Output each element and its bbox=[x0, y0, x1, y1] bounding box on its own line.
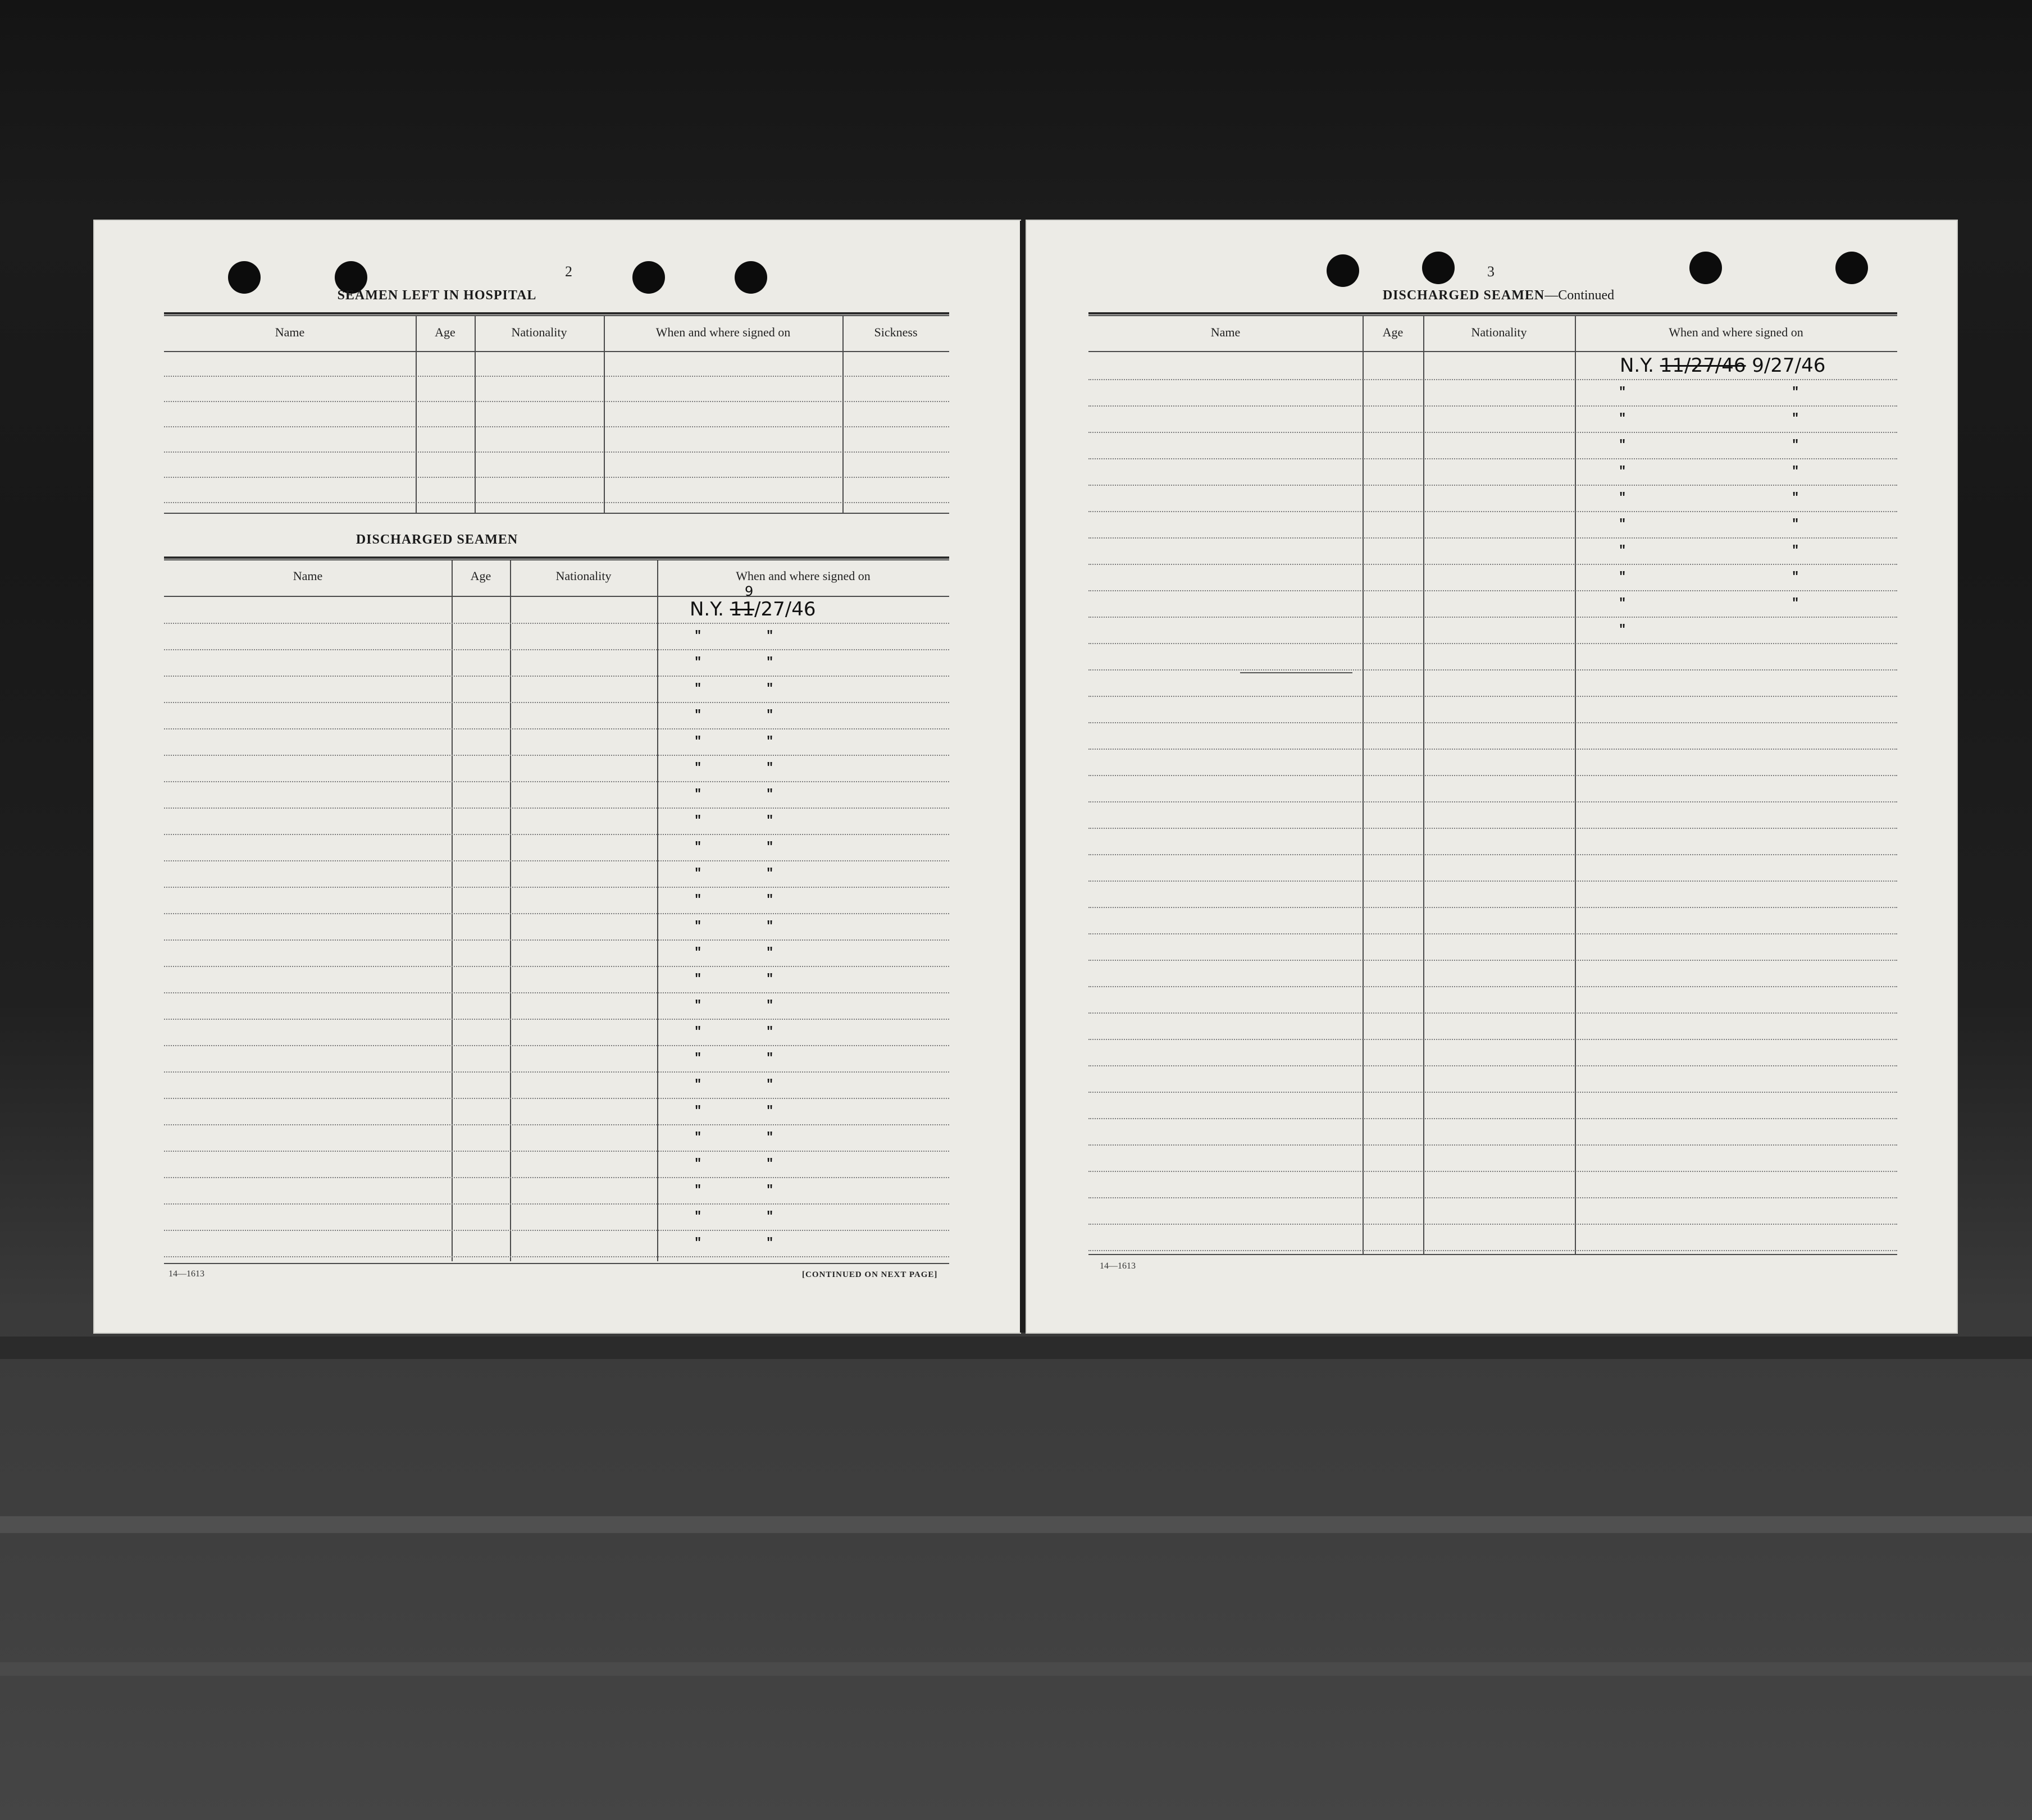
row-rule bbox=[164, 426, 949, 427]
ditto-mark: " bbox=[694, 761, 703, 775]
ditto-mark: " bbox=[694, 1051, 703, 1065]
table-rule bbox=[164, 596, 949, 597]
row-rule bbox=[164, 401, 949, 402]
ditto-mark: " bbox=[766, 814, 774, 828]
punch-hole bbox=[735, 261, 767, 294]
ditto-mark: " bbox=[694, 708, 703, 722]
column-header: When and where signed on bbox=[655, 325, 791, 339]
ditto-mark: " bbox=[766, 708, 774, 722]
film-band bbox=[0, 1516, 2032, 1533]
ditto-mark: " bbox=[694, 946, 703, 960]
row-rule bbox=[1088, 1171, 1897, 1172]
column-rule bbox=[657, 559, 658, 1261]
struck-date: 11/27/46 bbox=[1660, 354, 1746, 377]
ditto-mark: " bbox=[766, 629, 774, 643]
ditto-mark: " bbox=[1619, 412, 1627, 426]
table-rule bbox=[164, 351, 949, 352]
column-header: Age bbox=[435, 325, 455, 339]
continued-note: [CONTINUED ON NEXT PAGE] bbox=[802, 1270, 938, 1279]
ditto-mark: " bbox=[1792, 438, 1800, 452]
column-header: Nationality bbox=[1471, 325, 1527, 339]
row-rule bbox=[1088, 933, 1897, 934]
column-header: Age bbox=[1382, 325, 1404, 339]
ditto-mark: " bbox=[766, 1183, 774, 1197]
row-rule bbox=[164, 755, 949, 756]
ditto-mark: " bbox=[1792, 544, 1800, 558]
page-number: 3 bbox=[1487, 263, 1495, 280]
punch-hole bbox=[1327, 254, 1359, 287]
ditto-mark: " bbox=[766, 1051, 774, 1065]
ditto-mark: " bbox=[766, 866, 774, 881]
row-rule bbox=[164, 1203, 949, 1205]
ditto-mark: " bbox=[694, 866, 703, 881]
ditto-mark: " bbox=[1792, 412, 1800, 426]
row-rule bbox=[164, 1071, 949, 1073]
row-rule bbox=[164, 913, 949, 914]
ditto-mark: " bbox=[694, 1183, 703, 1197]
ditto-mark: " bbox=[694, 893, 703, 907]
section-title-continued: —Continued bbox=[1544, 288, 1615, 303]
ditto-mark: " bbox=[694, 735, 703, 749]
ditto-mark: " bbox=[1619, 438, 1627, 452]
column-header: Age bbox=[470, 569, 491, 583]
section-title-hospital: SEAMEN LEFT IN HOSPITAL bbox=[337, 288, 537, 303]
ditto-mark: " bbox=[694, 1157, 703, 1171]
ditto-mark: " bbox=[694, 972, 703, 986]
row-rule bbox=[164, 887, 949, 888]
ditto-mark: " bbox=[766, 1157, 774, 1171]
row-rule bbox=[1088, 432, 1897, 433]
right-page bbox=[1027, 221, 1957, 1333]
row-rule bbox=[1088, 669, 1897, 670]
ditto-mark: " bbox=[694, 1025, 703, 1039]
ditto-mark: " bbox=[766, 946, 774, 960]
row-rule bbox=[164, 376, 949, 377]
ditto-mark: " bbox=[1619, 596, 1627, 610]
punch-hole bbox=[1689, 252, 1722, 284]
row-rule bbox=[164, 451, 949, 453]
struck-month: 11 bbox=[730, 598, 755, 621]
column-header: Name bbox=[275, 325, 305, 339]
ditto-mark: " bbox=[694, 655, 703, 669]
table-rule bbox=[1088, 351, 1897, 352]
ditto-mark: " bbox=[1619, 491, 1627, 505]
column-header: Sickness bbox=[874, 325, 918, 339]
ditto-mark: " bbox=[694, 682, 703, 696]
ditto-mark: " bbox=[1619, 570, 1627, 584]
section-title-discharged-continued bbox=[1330, 288, 1667, 303]
row-rule bbox=[164, 860, 949, 861]
ditto-mark: " bbox=[1792, 517, 1800, 531]
row-rule bbox=[164, 992, 949, 993]
row-rule bbox=[1088, 379, 1897, 380]
ditto-mark: " bbox=[694, 787, 703, 801]
row-rule bbox=[164, 1177, 949, 1178]
table-rule bbox=[1088, 312, 1897, 314]
row-rule bbox=[1088, 458, 1897, 459]
ditto-mark: " bbox=[1792, 385, 1800, 399]
column-rule bbox=[475, 315, 476, 513]
ditto-mark: " bbox=[766, 735, 774, 749]
film-band bbox=[0, 1662, 2032, 1676]
ditto-mark: " bbox=[766, 761, 774, 775]
row-rule bbox=[1088, 405, 1897, 407]
signed-on bbox=[1620, 354, 1825, 377]
ditto-mark: " bbox=[1619, 544, 1627, 558]
form-number: 14—1613 bbox=[168, 1269, 204, 1279]
row-rule bbox=[1088, 801, 1897, 802]
ditto-mark: " bbox=[766, 893, 774, 907]
row-rule bbox=[164, 966, 949, 967]
row-rule bbox=[1088, 1118, 1897, 1119]
column-rule bbox=[510, 559, 511, 1261]
form-number: 14—1613 bbox=[1100, 1261, 1136, 1271]
ditto-mark: " bbox=[1619, 623, 1627, 637]
ditto-mark: " bbox=[1619, 385, 1627, 399]
ditto-mark: " bbox=[1619, 517, 1627, 531]
row-rule bbox=[1088, 1197, 1897, 1198]
ditto-mark: " bbox=[694, 919, 703, 933]
punch-hole bbox=[1835, 252, 1868, 284]
column-rule bbox=[842, 315, 844, 513]
row-rule bbox=[1088, 511, 1897, 512]
ditto-mark: " bbox=[694, 1210, 703, 1224]
table-rule bbox=[164, 1263, 949, 1264]
signed-place: N.Y. bbox=[1620, 354, 1660, 377]
row-rule bbox=[164, 1256, 949, 1257]
column-rule bbox=[1363, 315, 1364, 1254]
ditto-mark: " bbox=[766, 972, 774, 986]
row-rule bbox=[164, 502, 949, 503]
ditto-mark: " bbox=[766, 787, 774, 801]
row-rule bbox=[1088, 537, 1897, 539]
row-rule bbox=[1088, 775, 1897, 776]
ditto-mark: " bbox=[694, 814, 703, 828]
date-correction: 9 bbox=[745, 583, 754, 599]
corrected-date: 9/27/46 bbox=[1746, 354, 1826, 377]
row-rule bbox=[1088, 881, 1897, 882]
row-rule bbox=[1088, 1250, 1897, 1251]
table-rule bbox=[164, 557, 949, 559]
column-rule bbox=[416, 315, 417, 513]
ditto-mark: " bbox=[694, 1104, 703, 1118]
row-rule bbox=[164, 1151, 949, 1152]
row-rule bbox=[1088, 749, 1897, 750]
row-rule bbox=[164, 834, 949, 835]
table-rule bbox=[1240, 672, 1352, 673]
column-rule bbox=[452, 559, 453, 1261]
column-rule bbox=[604, 315, 605, 513]
ditto-mark: " bbox=[766, 998, 774, 1012]
signed-on bbox=[690, 598, 815, 621]
ditto-mark: " bbox=[766, 840, 774, 854]
row-rule bbox=[1088, 564, 1897, 565]
column-rule bbox=[1423, 315, 1424, 1254]
film-band bbox=[0, 1337, 2032, 1359]
row-rule bbox=[1088, 1092, 1897, 1093]
row-rule bbox=[164, 702, 949, 703]
punch-hole bbox=[632, 261, 665, 294]
ditto-mark: " bbox=[694, 1130, 703, 1144]
column-header: When and where signed on bbox=[736, 569, 871, 583]
row-rule bbox=[1088, 986, 1897, 987]
column-header: Nationality bbox=[555, 569, 612, 583]
column-header: Nationality bbox=[511, 325, 567, 339]
ditto-mark: " bbox=[1792, 491, 1800, 505]
left-page bbox=[94, 221, 1020, 1333]
row-rule bbox=[1088, 854, 1897, 855]
ditto-mark: " bbox=[1792, 570, 1800, 584]
row-rule bbox=[164, 781, 949, 782]
punch-hole bbox=[228, 261, 261, 294]
signed-date: /27/46 bbox=[754, 598, 816, 621]
ditto-mark: " bbox=[766, 1025, 774, 1039]
table-rule bbox=[164, 559, 949, 560]
row-rule bbox=[1088, 960, 1897, 961]
ditto-mark: " bbox=[766, 1236, 774, 1250]
row-rule bbox=[164, 1098, 949, 1099]
ditto-mark: " bbox=[766, 1130, 774, 1144]
row-rule bbox=[164, 1045, 949, 1046]
row-rule bbox=[1088, 1224, 1897, 1225]
ditto-mark: " bbox=[1619, 464, 1627, 478]
column-header: Name bbox=[1210, 325, 1241, 339]
ditto-mark: " bbox=[694, 998, 703, 1012]
page-number: 2 bbox=[565, 263, 572, 280]
row-rule bbox=[1088, 696, 1897, 697]
table-rule bbox=[164, 312, 949, 314]
row-rule bbox=[164, 1124, 949, 1125]
ditto-mark: " bbox=[694, 629, 703, 643]
ditto-mark: " bbox=[694, 840, 703, 854]
punch-hole bbox=[1422, 252, 1455, 284]
row-rule bbox=[164, 728, 949, 729]
ditto-mark: " bbox=[766, 1104, 774, 1118]
section-title-text: DISCHARGED SEAMEN bbox=[1382, 288, 1545, 303]
column-rule bbox=[1575, 315, 1576, 1254]
ditto-mark: " bbox=[766, 1210, 774, 1224]
column-header: When and where signed on bbox=[1669, 325, 1803, 339]
row-rule bbox=[1088, 1039, 1897, 1040]
row-rule bbox=[1088, 907, 1897, 908]
signed-place: N.Y. bbox=[690, 598, 730, 621]
row-rule bbox=[1088, 485, 1897, 486]
row-rule bbox=[1088, 722, 1897, 723]
ditto-mark: " bbox=[694, 1236, 703, 1250]
row-rule bbox=[164, 623, 949, 624]
column-header: Name bbox=[293, 569, 323, 583]
row-rule bbox=[1088, 1144, 1897, 1146]
row-rule bbox=[1088, 828, 1897, 829]
row-rule bbox=[1088, 1065, 1897, 1066]
row-rule bbox=[164, 676, 949, 677]
table-rule bbox=[164, 315, 949, 316]
section-title-discharged: DISCHARGED SEAMEN bbox=[356, 532, 518, 547]
row-rule bbox=[1088, 1012, 1897, 1014]
row-rule bbox=[1088, 643, 1897, 644]
ditto-mark: " bbox=[766, 655, 774, 669]
row-rule bbox=[164, 939, 949, 941]
row-rule bbox=[1088, 617, 1897, 618]
page-fold bbox=[1020, 221, 1027, 1333]
ditto-mark: " bbox=[766, 1078, 774, 1092]
row-rule bbox=[164, 1230, 949, 1231]
table-rule bbox=[164, 513, 949, 514]
row-rule bbox=[164, 649, 949, 650]
table-rule bbox=[1088, 1254, 1897, 1255]
ditto-mark: " bbox=[1792, 596, 1800, 610]
ditto-mark: " bbox=[694, 1078, 703, 1092]
row-rule bbox=[1088, 590, 1897, 591]
ditto-mark: " bbox=[766, 682, 774, 696]
row-rule bbox=[164, 1019, 949, 1020]
table-rule bbox=[1088, 315, 1897, 316]
ditto-mark: " bbox=[1792, 464, 1800, 478]
row-rule bbox=[164, 808, 949, 809]
ditto-mark: " bbox=[766, 919, 774, 933]
row-rule bbox=[164, 477, 949, 478]
